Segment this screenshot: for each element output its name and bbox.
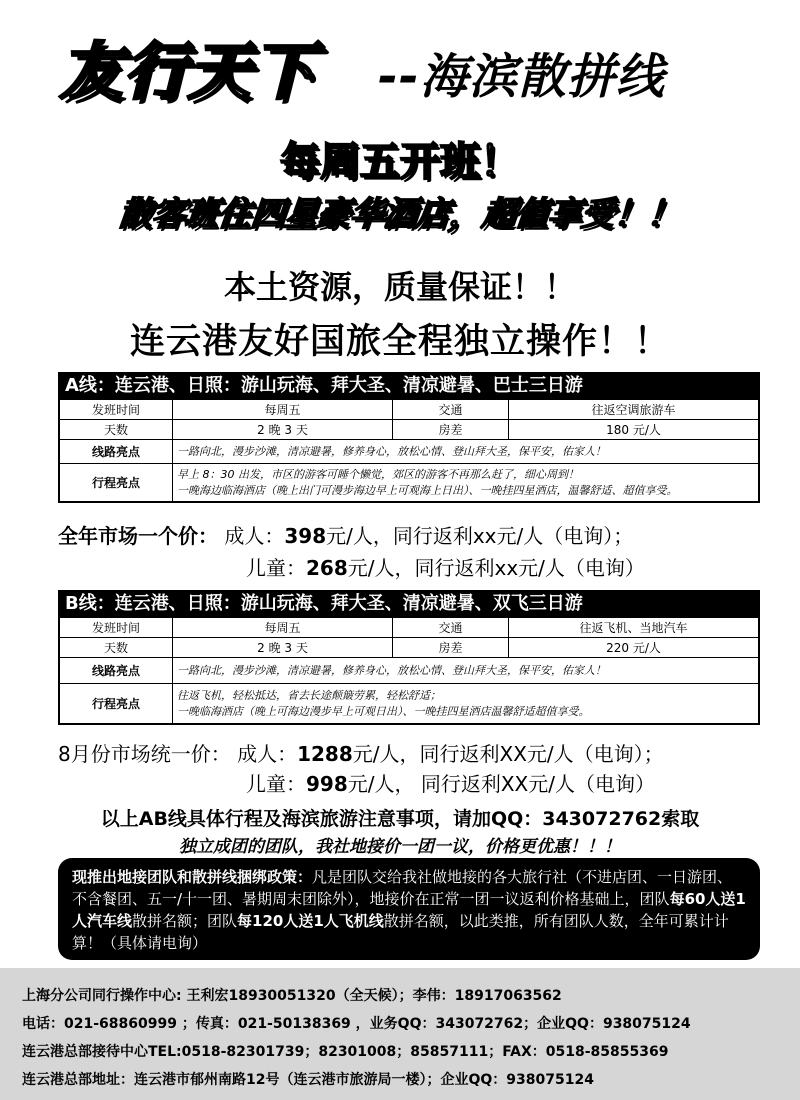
table-cell: 房差 [393,638,509,658]
table-cell: 往返飞机、当地汽车 [509,618,759,638]
itinerary-label: 行程亮点 [60,464,173,502]
highlights-text: 一路向北，漫步沙滩，清凉避暑，修养身心，放松心情、登山拜大圣，保平安，佑家人！ [173,440,759,464]
policy-box [58,858,760,960]
price-a-label: 全年市场一个价： [58,524,218,548]
table-cell: 2 晚 3 天 [173,638,393,658]
price-a-adult-pre: 成人： [224,524,285,548]
price-a-adult-line [58,520,633,549]
table-cell: 发班时间 [60,400,173,420]
title-main: 友行天下 [60,35,317,108]
price-b-label: 8月份市场统一价： [58,742,231,766]
price-b-child-pre: 儿童： [246,772,306,796]
price-b-adult: 1288 [297,742,353,766]
price-a-child-post: 元/人，同行返利xx元/人（电询） [347,556,645,580]
price-b-child-post: 元/人， 同行返利XX元/人（电询） [347,772,655,796]
line-b-table [59,617,759,724]
itinerary-line: 一晚临海酒店（晚上可海边漫步早上可观日出）、一晚挂四星酒店温馨舒适超值享受。 [177,704,590,718]
table-cell: 往返空调旅游车 [509,400,759,420]
independent-group-line: 独立成团的团队，我社地接价一团一议，价格更优惠！！！ [179,837,621,857]
table-cell: 2 晚 3 天 [173,420,393,440]
footer-line: 电话：021-68860999 ；传真：021-50138369 ，业务QQ：343072762；企业QQ：938075124 [22,1016,691,1032]
itinerary-text [173,684,759,724]
table-cell: 每周五 [173,400,393,420]
headline-hotel: 散客班住四星豪华酒店，超值享受！！ [117,194,683,233]
policy-body: 散拼名额，以此类推，所有团队人数，全年可累计计算！（具体请电询） [72,912,729,952]
line-a-section [58,372,760,503]
policy-lead: 现推出地接团队和散拼线捆绑政策： [72,868,313,886]
poster-title [60,22,780,112]
highlights-label: 线路亮点 [60,658,173,684]
price-b-adult-pre: 成人： [237,742,298,766]
footer-line: 连云港总部地址：连云港市郁州南路12号（连云港市旅游局一楼）；企业QQ：938075124 [22,1072,594,1088]
price-b-child: 998 [306,772,348,796]
price-a-child: 268 [306,556,348,580]
policy-body: 散拼名额；团队 [132,912,238,930]
itinerary-line: 早上 8：30 出发，市区的游客可睡个懒觉，郊区的游客不再那么赶了，细心周到！ [177,467,579,481]
headline-quality: 本土资源，质量保证！！ [223,268,576,306]
price-a-adult-post: 元/人，同行返利xx元/人（电询）； [326,524,634,548]
price-b-child-line [246,768,655,797]
title-sub: --海滨散拼线 [378,49,665,105]
table-cell: 220 元/人 [509,638,759,658]
highlights-text: 一路向北，漫步沙滩，清凉避暑，修养身心，放松心情、登山拜大圣，保平安，佑家人！ [173,658,759,684]
itinerary-label: 行程亮点 [60,684,173,724]
line-a-table [59,399,759,502]
line-b-section [58,590,760,725]
table-cell: 天数 [60,638,173,658]
price-a-adult: 398 [284,524,327,548]
policy-bonus: 每120人送1人飞机线 [237,912,384,930]
table-cell: 180 元/人 [509,420,759,440]
table-cell: 每周五 [173,618,393,638]
itinerary-line: 一晚海边临海酒店（晚上出门可漫步海边早上可观海上日出）、一晚挂四星酒店，温馨舒适、超值享受。 [177,483,678,497]
price-b-adult-line [58,738,664,767]
itinerary-line: 往返飞机，轻松抵达，省去长途颠簸劳累，轻松舒适； [177,688,441,702]
price-a-child-line [246,552,645,581]
table-cell: 发班时间 [60,618,173,638]
table-cell: 天数 [60,420,173,440]
headline-weekly: 每周五开班！ [280,139,520,185]
policy-body: 凡是团队交给我社做地接的各大旅行社（不进店团、一日游团、不含餐团、五一/十一团、暑期周末团除外），地接价在正常一团一议返利价格基础上，团队 [72,868,733,908]
table-cell: 交通 [393,400,509,420]
contact-footer [0,968,800,1100]
qq-line: 以上AB线具体行程及海滨旅游注意事项，请加QQ：343072762索取 [100,808,700,830]
table-cell: 交通 [393,618,509,638]
headline-operator: 连云港友好国旅全程独立操作！！ [129,322,670,362]
footer-line: 上海分公司同行操作中心: 王利宏18930051320（全天候）；李伟：18917063562 [22,988,562,1004]
table-cell: 房差 [393,420,509,440]
itinerary-text [173,464,759,502]
highlights-label: 线路亮点 [60,440,173,464]
footer-line: 连云港总部接待中心TEL:0518-82301739；82301008；85857111；FAX：0518-85855369 [22,1044,669,1060]
policy-bonus: 每60人送1人汽车线 [72,890,746,930]
price-a-child-pre: 儿童： [246,556,306,580]
line-b-header: B线：连云港、日照：游山玩海、拜大圣、清凉避暑、双飞三日游 [59,591,759,617]
line-a-header: A线：连云港、日照：游山玩海、拜大圣、清凉避暑、巴士三日游 [59,373,759,399]
price-b-adult-post: 元/人，同行返利XX元/人（电询）； [352,742,664,766]
